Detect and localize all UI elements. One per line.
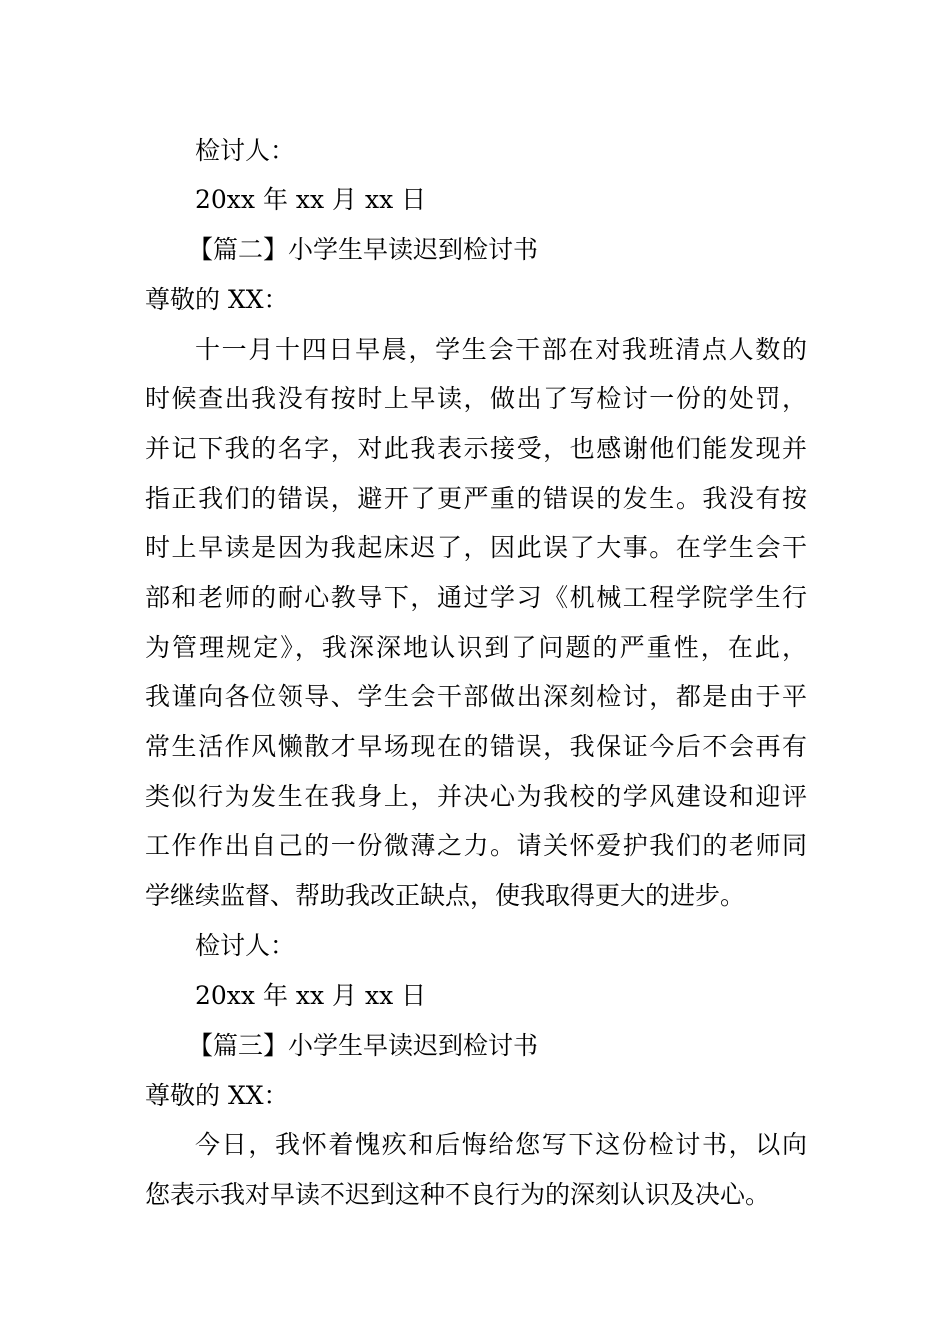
section-heading: 【篇二】小学生早读迟到检讨书 xyxy=(188,235,539,264)
paragraph-line: 学继续监督、帮助我改正缺点，使我取得更大的进步。 xyxy=(145,881,746,910)
date-line: 20xx 年 xx 月 xx 日 xyxy=(195,981,427,1010)
paragraph-line: 部和老师的耐心教导下，通过学习《机械工程学院学生行 xyxy=(145,583,807,612)
paragraph-line: 并记下我的名字，对此我表示接受，也感谢他们能发现并 xyxy=(145,434,807,463)
paragraph-line: 工作作出自己的一份微薄之力。请关怀爱护我们的老师同 xyxy=(145,831,807,860)
signer-label: 检讨人： xyxy=(195,136,296,165)
paragraph-line: 我谨向各位领导、学生会干部做出深刻检讨，都是由于平 xyxy=(145,682,807,711)
signer-label: 检讨人： xyxy=(195,931,296,960)
paragraph-line: 今日，我怀着愧疚和后悔给您写下这份检讨书，以向 xyxy=(195,1130,807,1159)
paragraph-line: 类似行为发生在我身上，并决心为我校的学风建设和迎评 xyxy=(145,782,807,811)
salutation: 尊敬的 XX： xyxy=(145,285,289,314)
date-line: 20xx 年 xx 月 xx 日 xyxy=(195,185,427,214)
paragraph-line: 指正我们的错误，避开了更严重的错误的发生。我没有按 xyxy=(145,484,807,513)
paragraph-line: 为管理规定》，我深深地认识到了问题的严重性，在此， xyxy=(145,633,807,662)
paragraph-line: 时候查出我没有按时上早读，做出了写检讨一份的处罚， xyxy=(145,384,807,413)
paragraph-line: 时上早读是因为我起床迟了，因此误了大事。在学生会干 xyxy=(145,533,807,562)
section-heading: 【篇三】小学生早读迟到检讨书 xyxy=(188,1031,539,1060)
paragraph-line: 十一月十四日早晨，学生会干部在对我班清点人数的 xyxy=(195,335,807,364)
paragraph-line: 常生活作风懒散才早场现在的错误，我保证今后不会再有 xyxy=(145,732,807,761)
paragraph-line: 您表示我对早读不迟到这种不良行为的深刻认识及决心。 xyxy=(145,1180,771,1209)
salutation: 尊敬的 XX： xyxy=(145,1081,289,1110)
